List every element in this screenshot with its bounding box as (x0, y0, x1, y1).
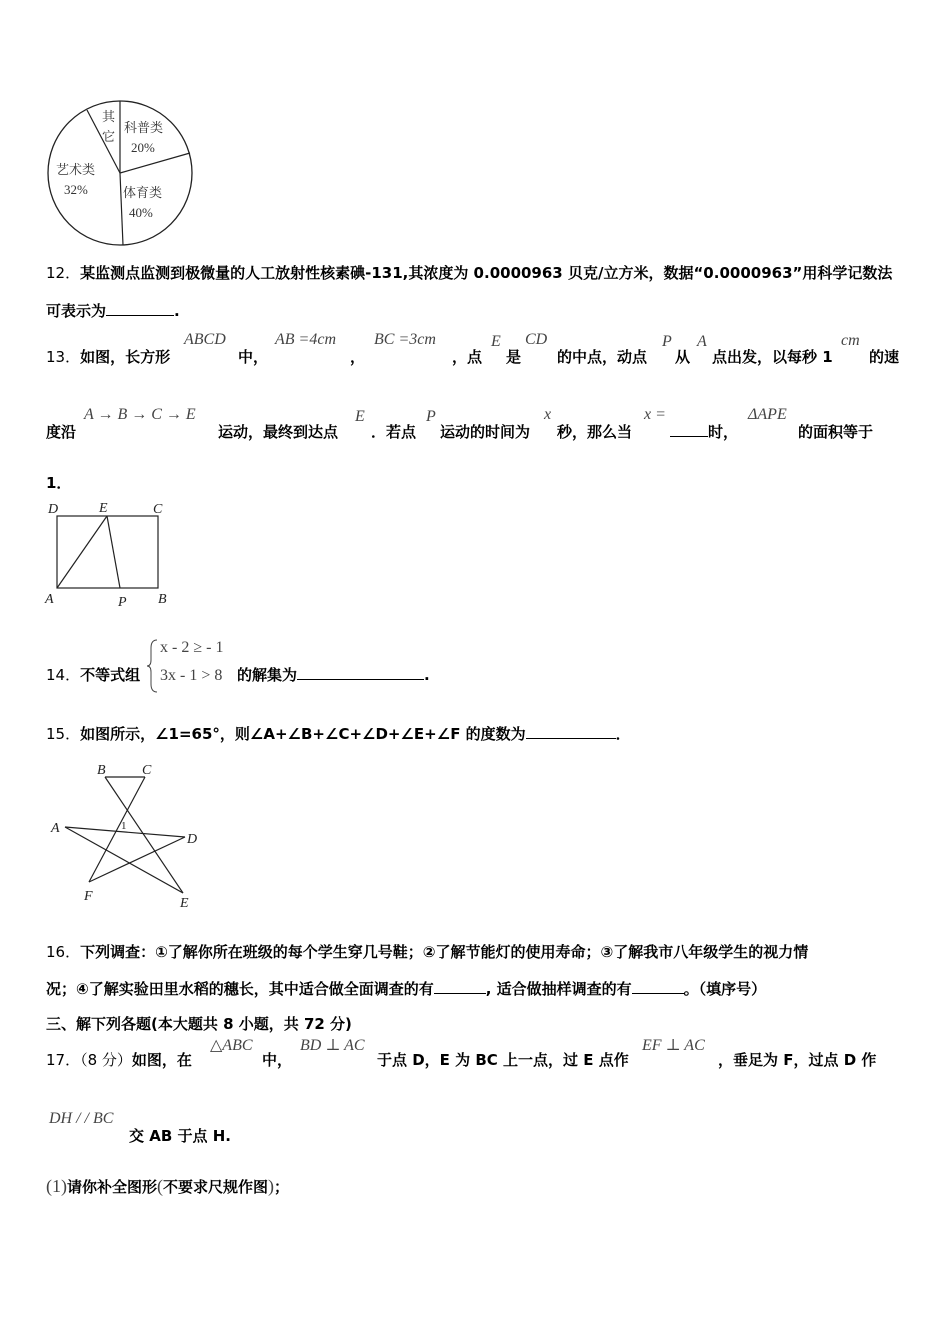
q14-prefix (46, 664, 140, 685)
q13-text-15: 的面积等于 (798, 423, 874, 441)
q14-end: . (424, 666, 430, 684)
q12-number: 12． (46, 264, 81, 282)
q13-math-xeq: x = (644, 406, 666, 423)
fig13-label-e: E (99, 501, 108, 516)
q17-sub1-paren-close: ) (268, 1176, 275, 1196)
section3-title: 三、解下列各题(本大题共 8 小题，共 72 分) (46, 1015, 352, 1033)
q13-math-p2: P (426, 408, 436, 425)
segment-be (105, 777, 183, 893)
q16-text-line1: 下列调查：①了解你所在班级的每个学生穿几号鞋；②了解节能灯的使用寿命；③了解我市八年级学生的视力情 (80, 943, 809, 961)
q14-ineq-1: x - 2 ≥ - 1 (160, 639, 224, 656)
q13-math-path: A → B → C → E (84, 406, 196, 423)
q13-math-a: A (697, 333, 707, 350)
q12-line2 (46, 300, 180, 321)
q17-sub1 (46, 1176, 289, 1197)
q12-answer-blank (106, 301, 174, 316)
q16-answer-blank-2 (632, 979, 684, 994)
q17-sub1-number: (1) (46, 1176, 67, 1196)
fig13-label-a: A (45, 592, 54, 607)
q17-math-triangle: △ABC (210, 1037, 253, 1054)
fig15-label-e: E (180, 896, 189, 911)
q14-answer-wrap (237, 664, 430, 685)
pie-label-science: 科普类 (124, 120, 164, 135)
q14-ineq-2: 3x - 1 > 8 (160, 667, 223, 684)
q16-line1 (46, 941, 808, 962)
segment-ae (65, 827, 183, 893)
segment-ae (57, 516, 107, 588)
q16-number: 16． (46, 943, 81, 961)
pie-pct-science: 20% (131, 140, 155, 155)
q12-text-line1: 某监测点监测到极微量的人工放射性核素碘-131,其浓度为 0.0000963 贝克/立方米，数据“0.0000963”用科学记数法 (80, 264, 893, 282)
q17-math-bd: BD ⊥ AC (300, 1037, 365, 1054)
q13-math-ape: ΔAPE (748, 406, 787, 423)
fig15-label-d: D (187, 832, 198, 847)
q17-math-ef: EF ⊥ AC (642, 1037, 705, 1054)
q17-text-1: 如图，在 (131, 1051, 192, 1069)
q14-text-1: 不等式组 (80, 666, 141, 684)
segment-ep (107, 516, 120, 588)
q15-number: 15． (46, 725, 81, 743)
q12-end: . (174, 302, 180, 320)
rectangle-figure (40, 495, 180, 615)
q17-math-dh: DH / / BC (49, 1110, 114, 1127)
q14-number: 14． (46, 666, 81, 684)
q17-sub1-text-a: 请你补全图形 (67, 1178, 158, 1196)
q13-math-bc: BC =3cm (374, 331, 436, 348)
q13-line1 (46, 346, 170, 367)
q14-text-2: 的解集为 (237, 666, 298, 684)
q12-text-line2: 可表示为 (46, 302, 107, 320)
q15-end: ． (615, 725, 631, 743)
q13-text-10: 运动，最终到达点 (218, 423, 339, 441)
fig15-label-b: B (97, 763, 106, 778)
q17-text-2: 中， (262, 1051, 293, 1069)
q17-number: 17． (46, 1051, 81, 1069)
q13-answer-blank (670, 422, 708, 437)
fig15-label-f: F (84, 889, 93, 904)
pie-label-other-1: 其 (102, 109, 116, 124)
q16-text-2c: 。（填序号） (683, 980, 767, 998)
fig15-label-1: 1 (121, 820, 127, 832)
star-figure (45, 755, 215, 915)
q13-math-cm: cm (841, 332, 860, 349)
q17-text-3: 于点 D，E 为 BC 上一点，过 E 点作 (377, 1051, 629, 1069)
q14-answer-blank (297, 665, 424, 680)
q16-answer-blank-1 (434, 979, 486, 994)
pie-label-art: 艺术类 (56, 162, 96, 177)
q13-comma: ， (350, 348, 366, 366)
q16-text-2a: 况；④了解实验田里水稻的穗长，其中适合做全面调查的有 (46, 980, 434, 998)
q13-text-13: 秒，那么当 (557, 423, 633, 441)
q13-text-11: ．若点 (371, 423, 417, 441)
q13-math-abcd: ABCD (184, 331, 226, 348)
q13-text-3: ，点 (452, 348, 483, 366)
q13-text-5: 的中点，动点 (557, 348, 648, 366)
fig13-label-p: P (118, 595, 127, 610)
q17-sub1-text-b: 不要求尺规作图 (163, 1178, 269, 1196)
pie-label-other-2: 它 (102, 129, 116, 144)
q17-prefix (46, 1049, 192, 1070)
q13-text-6: 从 (675, 348, 691, 366)
q17-sub1-paren-open: ( (157, 1176, 164, 1196)
q13-text-2: 中， (238, 348, 269, 366)
pie-pct-sports: 40% (129, 205, 153, 220)
q13-text-4: 是 (506, 348, 522, 366)
q17-text-4: ，垂足为 F，过点 D 作 (718, 1051, 877, 1069)
fig13-label-c: C (153, 502, 163, 517)
q13-math-e: E (491, 333, 501, 350)
q13-text-14: 时， (708, 423, 739, 441)
q14-brace (146, 638, 160, 694)
q13-text-16: 1． (46, 474, 72, 492)
q12-line1 (46, 262, 892, 283)
pie-label-sports: 体育类 (123, 185, 163, 200)
q13-text-1: 如图，长方形 (80, 348, 171, 366)
q13-text-7: 点出发，以每秒 1 (712, 348, 833, 366)
pie-chart-figure (44, 100, 199, 250)
fig15-label-c: C (142, 763, 152, 778)
q15-text: 如图所示，∠1=65°，则∠A+∠B+∠C+∠D+∠E+∠F 的度数为 (80, 725, 526, 743)
q13-math-x: x (544, 406, 552, 423)
q17-text-5: 交 AB 于点 H. (129, 1127, 231, 1145)
q13-math-ab: AB =4cm (275, 331, 336, 348)
q13-math-p: P (662, 333, 672, 350)
q13-answer-wrap (670, 421, 738, 442)
q13-math-cd: CD (525, 331, 548, 348)
q17-score: （8 分） (80, 1051, 132, 1069)
q13-text-12: 运动的时间为 (440, 423, 531, 441)
q15-answer-blank (526, 724, 616, 739)
q13-text-9: 度沿 (46, 423, 77, 441)
q13-text-8: 的速 (869, 348, 900, 366)
q16-line2 (46, 978, 766, 999)
fig13-label-b: B (158, 592, 167, 607)
pie-pct-art: 32% (64, 182, 88, 197)
fig15-label-a: A (51, 821, 60, 836)
rect-abcd (57, 516, 158, 588)
q17-sub1-text-c: ； (274, 1178, 290, 1196)
q15-line (46, 723, 631, 744)
q16-text-2b: , 适合做抽样调查的有 (485, 980, 632, 998)
fig13-label-d: D (48, 502, 59, 517)
q13-number: 13． (46, 348, 81, 366)
q13-math-e2: E (355, 408, 365, 425)
